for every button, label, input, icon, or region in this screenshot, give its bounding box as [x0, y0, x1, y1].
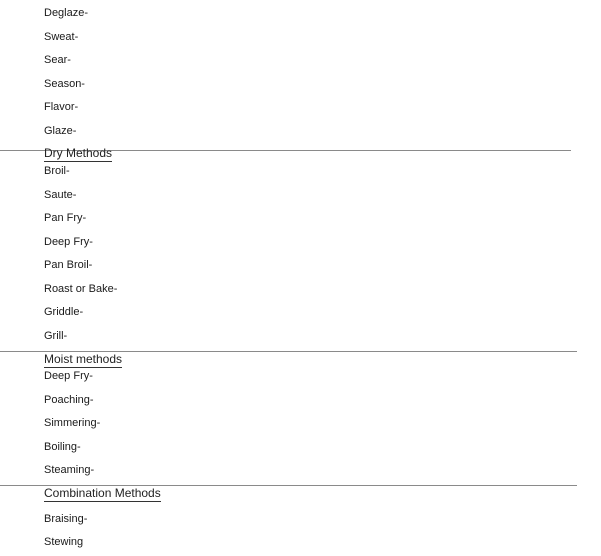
combination-methods-heading	[44, 486, 161, 502]
term-glaze: Glaze-	[44, 125, 77, 137]
dry-item-pan-broil: Pan Broil-	[44, 259, 93, 271]
moist-methods-heading	[44, 352, 122, 368]
moist-methods-heading-text: Moist methods	[44, 352, 123, 366]
combination-item-stewing: Stewing	[44, 536, 84, 548]
dry-methods-heading	[44, 146, 112, 162]
moist-item-boiling: Boiling-	[44, 441, 81, 453]
dry-item-roast-or-bake: Roast or Bake-	[44, 283, 118, 295]
dry-item-grill: Grill-	[44, 330, 68, 342]
term-sweat: Sweat-	[44, 31, 79, 43]
term-sear: Sear-	[44, 54, 71, 66]
term-season: Season-	[44, 78, 85, 90]
combination-methods-heading-text: Combination Methods	[44, 486, 161, 500]
moist-item-steaming: Steaming-	[44, 464, 95, 476]
dry-item-broil: Broil-	[44, 165, 70, 177]
term-flavor: Flavor-	[44, 101, 79, 113]
moist-item-deep-fry: Deep Fry-	[44, 370, 93, 382]
dry-item-deep-fry: Deep Fry-	[44, 236, 93, 248]
dry-item-griddle: Griddle-	[44, 306, 84, 318]
dry-methods-heading-text: Dry Methods	[44, 146, 113, 160]
combination-item-braising: Braising-	[44, 513, 88, 525]
term-deglaze: Deglaze-	[44, 7, 89, 19]
dry-item-saute: Saute-	[44, 189, 77, 201]
moist-item-poaching: Poaching-	[44, 394, 94, 406]
dry-item-pan-fry: Pan Fry-	[44, 212, 87, 224]
moist-item-simmering: Simmering-	[44, 417, 101, 429]
